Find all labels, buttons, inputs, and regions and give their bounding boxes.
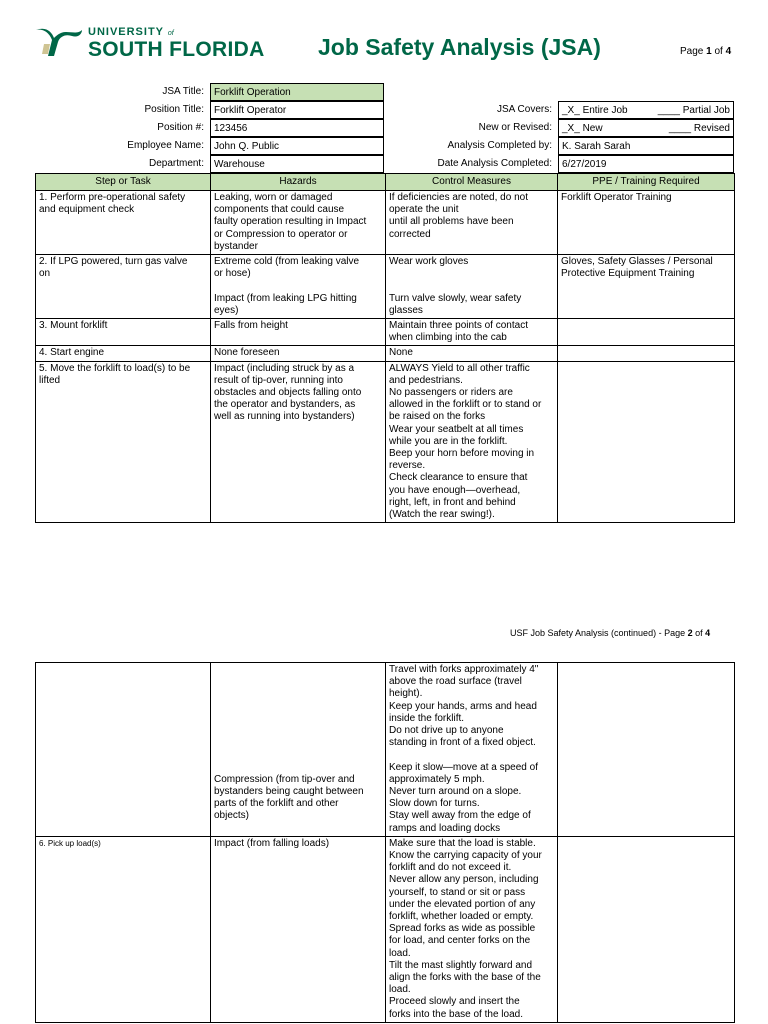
ppe-cell xyxy=(558,346,735,361)
cell-line: 2. If LPG powered, turn gas valve xyxy=(39,256,188,268)
cell-line: you have enough—overhead, xyxy=(389,484,521,496)
hazards-cell xyxy=(211,361,386,523)
cell-line: If deficiencies are noted, do not xyxy=(389,192,528,203)
bull-horns-icon xyxy=(34,26,84,60)
cell-line: corrected xyxy=(389,228,431,240)
cell-line: eyes) xyxy=(214,304,239,316)
cell-line: Compression (from tip-over and xyxy=(214,773,355,785)
step-cell xyxy=(36,663,211,837)
cell-line xyxy=(389,749,554,761)
cell-line: bystanders being caught between xyxy=(214,786,364,798)
controls-cell xyxy=(386,836,558,1022)
cell-line: Leaking, worn or damaged xyxy=(214,192,333,203)
cell-line: allowed in the forklift or to stand or xyxy=(389,399,542,411)
cell-line: and equipment check xyxy=(39,204,135,216)
controls-cell xyxy=(386,255,558,319)
column-header-ppe: PPE / Training Required xyxy=(558,174,735,191)
controls-cell xyxy=(386,663,558,837)
ppe-cell xyxy=(558,836,735,1022)
controls-cell xyxy=(386,319,558,346)
cell-line: 1. Perform pre-operational safety xyxy=(39,192,186,203)
cell-line: align the forks with the base of the xyxy=(389,972,541,984)
cell-line: Tilt the mast slightly forward and xyxy=(389,959,533,971)
cell-line: Gloves, Safety Glasses / Personal xyxy=(561,256,713,268)
jsa-table xyxy=(35,173,735,523)
cell-line: approximately 5 mph. xyxy=(389,773,485,785)
cell-line: faulty operation resulting in Impact xyxy=(214,216,367,228)
cell-line: result of tip-over, running into xyxy=(214,374,343,386)
hazards-cell xyxy=(211,191,386,255)
cell-line: 3. Mount forklift xyxy=(39,320,108,332)
step-cell xyxy=(36,836,211,1022)
usf-logo xyxy=(34,24,265,66)
completed-by-field: K. Sarah Sarah xyxy=(558,137,734,155)
ppe-cell xyxy=(558,255,735,319)
cell-line: or hose) xyxy=(214,268,251,280)
hazards-cell xyxy=(211,663,386,837)
cell-line: Wear your seatbelt at all times xyxy=(389,423,524,435)
new-revised-label: New or Revised: xyxy=(478,122,552,133)
table-row xyxy=(36,361,735,523)
table-row xyxy=(36,255,735,319)
cell-line: on xyxy=(39,268,51,280)
cell-line: Protective Equipment Training xyxy=(561,268,695,280)
column-header-hazards: Hazards xyxy=(211,174,386,191)
table-row xyxy=(36,836,735,1022)
jsa-covers-field xyxy=(558,101,734,119)
controls-cell xyxy=(386,191,558,255)
column-header-step: Step or Task xyxy=(36,174,211,191)
table-row xyxy=(36,663,735,837)
cell-line: under the elevated portion of any xyxy=(389,898,536,910)
cell-line: the operator and bystanders, as xyxy=(214,399,356,411)
cell-line: right, left, in front and behind xyxy=(389,496,516,508)
cell-line: Check clearance to ensure that xyxy=(389,472,528,484)
cell-line: Impact (from leaking LPG hitting xyxy=(214,292,357,304)
cell-line: Beep your horn before moving in xyxy=(389,448,535,460)
cell-line: inside the forklift. xyxy=(389,712,465,724)
cell-line: forklift, whether loaded or empty. xyxy=(389,911,534,923)
cell-line: Forklift Operator Training xyxy=(561,192,672,203)
cell-line: Proceed slowly and insert the xyxy=(389,996,520,1008)
cell-line: Never turn around on a slope. xyxy=(389,786,522,798)
document-title: Job Safety Analysis (JSA) xyxy=(318,34,601,60)
cell-line: ALWAYS Yield to all other traffic xyxy=(389,362,530,374)
employee-name-field: John Q. Public xyxy=(210,137,384,155)
cell-line: 5. Move the forklift to load(s) to be xyxy=(39,362,191,374)
cell-line: Spread forks as wide as possible xyxy=(389,923,536,935)
cell-line: load. xyxy=(389,947,411,959)
university-label: UNIVERSITY of xyxy=(88,26,174,38)
step-cell xyxy=(36,361,211,523)
cell-line: components that could cause xyxy=(214,204,345,216)
cell-line: None foreseen xyxy=(214,347,280,359)
ppe-cell xyxy=(558,361,735,523)
cell-line: Impact (including struck by as a xyxy=(214,362,355,374)
cell-line xyxy=(214,280,382,292)
cell-line: Never allow any person, including xyxy=(389,874,539,886)
cell-line: forks into the base of the load. xyxy=(389,1008,523,1020)
cell-line: bystander xyxy=(214,240,258,252)
date-field: 6/27/2019 xyxy=(558,155,734,173)
cell-line: well as running into bystanders) xyxy=(214,411,355,423)
table-row xyxy=(36,191,735,255)
cell-line: Stay well away from the edge of xyxy=(389,810,531,822)
cell-line: until all problems have been xyxy=(389,216,514,228)
cell-line: No passengers or riders are xyxy=(389,387,513,399)
cell-line: forklift and do not exceed it. xyxy=(389,862,512,874)
position-title-label: Position Title: xyxy=(144,104,204,115)
cell-line: Maintain three points of contact xyxy=(389,320,528,332)
cell-line: Wear work gloves xyxy=(389,256,469,268)
department-label: Department: xyxy=(148,158,204,169)
page-number: Page 1 of 4 xyxy=(680,46,732,57)
jsa-title-label: JSA Title: xyxy=(162,86,204,97)
page-2-header: USF Job Safety Analysis (continued) - Page 2 of 4 xyxy=(510,628,711,638)
university-name: SOUTH FLORIDA xyxy=(88,38,265,61)
cell-line: reverse. xyxy=(389,460,426,472)
cell-line: obstacles and objects falling onto xyxy=(214,387,362,399)
cell-line: load. xyxy=(389,984,411,996)
cell-line: lifted xyxy=(39,374,61,386)
controls-cell xyxy=(386,346,558,361)
cell-line: Turn valve slowly, wear safety xyxy=(389,292,522,304)
step-cell xyxy=(36,255,211,319)
cell-line: glasses xyxy=(389,304,423,316)
cell-line: objects) xyxy=(214,810,250,822)
jsa-covers-entire: _X_ Entire Job xyxy=(562,105,628,116)
jsa-covers-label: JSA Covers: xyxy=(496,104,552,115)
completed-by-label: Analysis Completed by: xyxy=(447,140,552,151)
cell-line xyxy=(389,280,554,292)
cell-line: operate the unit xyxy=(389,204,459,216)
controls-cell xyxy=(386,361,558,523)
jsa-table-continued xyxy=(35,662,735,1023)
cell-line: Travel with forks approximately 4" xyxy=(389,664,539,675)
position-num-field: 123456 xyxy=(210,119,384,137)
revised-option: ____ Revised xyxy=(668,123,730,134)
cell-line: or Compression to operator or xyxy=(214,228,348,240)
ppe-cell xyxy=(558,663,735,837)
cell-line: 4. Start engine xyxy=(39,347,105,359)
position-title-field: Forklift Operator xyxy=(210,101,384,119)
cell-line: Do not drive up to anyone xyxy=(389,725,504,737)
new-option: _X_ New xyxy=(562,123,603,134)
jsa-title-field: Forklift Operation xyxy=(210,83,384,101)
cell-line: above the road surface (travel xyxy=(389,676,522,688)
cell-line: when climbing into the cab xyxy=(389,332,507,344)
jsa-table-header-row xyxy=(36,174,735,191)
step-cell xyxy=(36,346,211,361)
cell-line: while you are in the forklift. xyxy=(389,435,508,447)
cell-line: Know the carrying capacity of your xyxy=(389,850,542,862)
position-num-label: Position #: xyxy=(157,122,204,133)
step-cell xyxy=(36,191,211,255)
cell-line: be raised on the forks xyxy=(389,411,486,423)
cell-line: Slow down for turns. xyxy=(389,798,480,810)
cell-line: Falls from height xyxy=(214,320,288,332)
ppe-cell xyxy=(558,191,735,255)
employee-name-label: Employee Name: xyxy=(127,140,204,151)
step-cell xyxy=(36,319,211,346)
new-revised-field xyxy=(558,119,734,137)
cell-line: and pedestrians. xyxy=(389,374,463,386)
cell-line: Extreme cold (from leaking valve xyxy=(214,256,360,268)
column-header-controls: Control Measures xyxy=(386,174,558,191)
table-row xyxy=(36,346,735,361)
cell-line: height). xyxy=(389,688,423,700)
cell-line: Keep your hands, arms and head xyxy=(389,700,537,712)
cell-line: 6. Pick up load(s) xyxy=(39,838,101,848)
cell-line xyxy=(389,268,554,280)
hazards-cell xyxy=(211,346,386,361)
department-field: Warehouse xyxy=(210,155,384,173)
cell-line: yourself, to stand or sit or pass xyxy=(389,886,526,898)
cell-line: standing in front of a fixed object. xyxy=(389,737,536,749)
ppe-cell xyxy=(558,319,735,346)
hazards-cell xyxy=(211,319,386,346)
cell-line: Make sure that the load is stable. xyxy=(389,837,536,849)
cell-line: Impact (from falling loads) xyxy=(214,837,330,849)
cell-line: for load, and center forks on the xyxy=(389,935,531,947)
jsa-covers-partial: ____ Partial Job xyxy=(657,105,730,116)
cell-line: parts of the forklift and other xyxy=(214,798,339,810)
cell-line: ramps and loading docks xyxy=(389,822,501,834)
hazards-cell xyxy=(211,836,386,1022)
date-label: Date Analysis Completed: xyxy=(437,158,552,169)
hazards-cell xyxy=(211,255,386,319)
cell-line: Keep it slow—move at a speed of xyxy=(389,761,538,773)
cell-line: (Watch the rear swing!). xyxy=(389,509,495,521)
table-row xyxy=(36,319,735,346)
cell-line: None xyxy=(389,347,413,359)
